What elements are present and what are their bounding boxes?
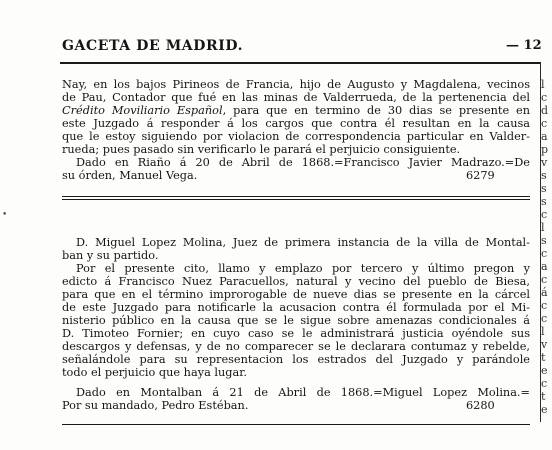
- edge-glyph: c: [541, 312, 548, 325]
- edge-glyph: v: [541, 156, 548, 169]
- page-header-title: GACETA DE MADRID.: [62, 38, 244, 54]
- edge-glyph: c: [541, 299, 548, 312]
- edge-glyph: t: [541, 390, 546, 403]
- notice-2-line: Dado en Montalban á 21 de Abril de 1868.=Miguel Lopez Molina.=: [76, 386, 530, 399]
- notice-1-line-text: , para que en termino de 30 dias se presente en: [222, 104, 530, 117]
- notice-2-line: Por su mandado, Pedro Estéban.: [62, 399, 249, 412]
- edge-glyph: l: [541, 78, 545, 91]
- edge-glyph: e: [541, 403, 548, 416]
- edge-glyph: s: [541, 234, 547, 247]
- edge-glyph: c: [541, 273, 548, 286]
- notice-1-line: este Juzgado á responder á los cargos que contra él resultan en la causa: [62, 117, 530, 130]
- notice-2-line: todo el perjuicio que haya lugar.: [62, 366, 248, 379]
- edge-glyph: e: [541, 364, 548, 377]
- notice-1-line: [62, 104, 530, 117]
- notice-1-ref-number: 6279: [466, 169, 495, 182]
- page-number-fragment: — 12: [506, 38, 542, 53]
- notice-2-line: de este Juzgado para notificarle la acusacion contra él formulada por el Mi-: [62, 301, 530, 314]
- notice-2-line: descargos y defensas, y de no comparecer se le declarara contumaz y rebelde,: [62, 340, 530, 353]
- bottom-rule: [62, 424, 530, 425]
- edge-glyph: c: [541, 91, 548, 104]
- edge-glyph: p: [541, 143, 549, 156]
- notice-2-line: D. Timoteo Fornier; en cuyo caso se le administrará justicia oyéndole sus: [62, 327, 530, 340]
- notice-2-line: Por el presente cito, llamo y emplazo por tercero y último pregon y: [76, 262, 530, 275]
- edge-glyph: l: [541, 221, 545, 234]
- notice-2-ref-number: 6280: [466, 399, 495, 412]
- notice-1-line: Dado en Riaño á 20 de Abril de 1868.=Francisco Javier Madrazo.=De: [76, 156, 530, 169]
- edge-glyph: v: [541, 338, 548, 351]
- edge-glyph: a: [541, 260, 548, 273]
- notice-1-line: que le estoy siguiendo por violacion de correspondencia particular en Valder-: [62, 130, 530, 143]
- edge-glyph: d: [541, 104, 549, 117]
- notice-2-line: para que en el término improrogable de nueve dias se presente en la cárcel: [62, 288, 530, 301]
- left-margin-mark: •: [2, 210, 8, 220]
- notice-1-italic-phrase: Crédito Moviliario Español: [62, 104, 223, 117]
- edge-glyph: c: [541, 377, 548, 390]
- notice-2-line: señalándole para su representacion los estrados del Juzgado y parándole: [62, 353, 530, 366]
- notice-2-line: edicto á Francisco Nuez Paracuellos, natural y vecino del pueblo de Biesa,: [62, 275, 530, 288]
- notice-1-line: rueda; pues pasado sin verificarlo le parará el perjuicio consiguiente.: [62, 143, 461, 156]
- notice-separator: [62, 196, 530, 197]
- edge-glyph: c: [541, 117, 548, 130]
- notice-1-line: de Pau, Contador que fué en las minas de Valderrueda, de la pertenencia del: [62, 91, 530, 104]
- notice-2-line: ban y su partido.: [62, 249, 159, 262]
- edge-glyph: t: [541, 351, 546, 364]
- notice-2-line: nisterio público en la causa que se le sigue sobre amenazas condicionales á: [62, 314, 530, 327]
- notice-1-line: Nay, en los bajos Pirineos de Francia, hijo de Augusto y Magdalena, vecinos: [62, 78, 530, 91]
- edge-glyph: s: [541, 169, 547, 182]
- edge-glyph: c: [541, 247, 548, 260]
- notice-2-line: D. Miguel Lopez Molina, Juez de primera instancia de la villa de Montal-: [76, 236, 530, 249]
- edge-glyph: s: [541, 182, 547, 195]
- edge-glyph: l: [541, 325, 545, 338]
- edge-glyph: á: [541, 286, 548, 299]
- header-rule: [60, 62, 540, 64]
- notice-separator: [62, 199, 530, 200]
- notice-1-line: su órden, Manuel Vega.: [62, 169, 198, 182]
- edge-glyph: c: [541, 208, 548, 221]
- edge-glyph: s: [541, 195, 547, 208]
- edge-glyph: a: [541, 130, 548, 143]
